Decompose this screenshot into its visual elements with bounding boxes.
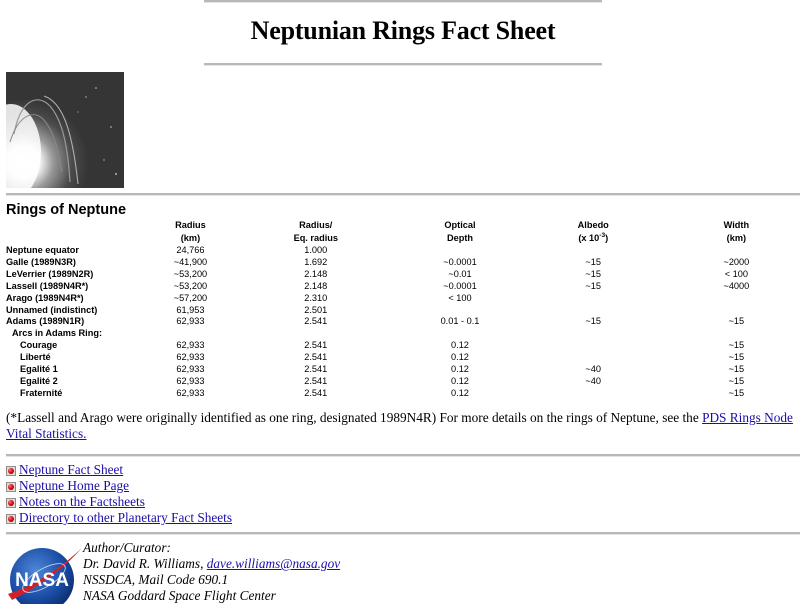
header-radius-units: (km): [180, 233, 201, 243]
neptune-rings-image: [6, 72, 124, 188]
ring-width: ~15: [728, 364, 745, 375]
nav-links: [6, 462, 232, 526]
ring-albedo: ~15: [585, 268, 602, 279]
table-row: [4, 340, 800, 352]
ring-name: Adams (1989N1R): [6, 316, 85, 327]
author-email-link[interactable]: dave.williams@nasa.gov: [206, 556, 341, 571]
ring-radius: [156, 328, 226, 340]
header-albedo: Albedo: [577, 220, 609, 230]
address-line-2: NASA Goddard Space Flight Center: [83, 588, 276, 603]
ring-name: Liberté: [20, 352, 51, 363]
author-block: [83, 540, 340, 604]
nav-link-notes-factsheets[interactable]: Notes on the Factsheets: [6, 494, 232, 510]
ring-ratio: 2.541: [304, 316, 328, 327]
ring-radius: 62,933: [176, 316, 205, 327]
rings-table: [4, 219, 800, 400]
ring-optical-depth: < 100: [448, 292, 472, 303]
ring-width: ~15: [728, 352, 745, 363]
table-row: [4, 293, 800, 305]
table-row: [4, 352, 800, 364]
ring-ratio: 2.541: [304, 387, 328, 398]
ring-optical-depth: 0.12: [451, 340, 469, 351]
ring-ratio: 2.501: [304, 304, 328, 315]
table-row: [4, 364, 800, 376]
header-optical: Optical: [444, 220, 476, 230]
ring-albedo: ~40: [585, 375, 602, 386]
ring-albedo: ~15: [585, 256, 602, 267]
ring-ratio: 2.541: [304, 364, 328, 375]
ring-name: LeVerrier (1989N2R): [6, 268, 94, 279]
ring-radius: ~53,200: [173, 268, 208, 279]
red-ball-bullet-icon: [6, 482, 16, 492]
ring-name: Egalité 1: [20, 364, 58, 375]
table-row: [4, 328, 800, 340]
ring-ratio: 2.541: [304, 375, 328, 386]
ring-albedo: [514, 305, 673, 317]
ring-ratio: [225, 328, 406, 340]
address-line-1: NSSDCA, Mail Code 690.1: [83, 572, 229, 587]
ring-width: ~15: [728, 375, 745, 386]
ring-optical-depth: 0.01 - 0.1: [440, 316, 480, 327]
ring-radius: ~53,200: [173, 280, 208, 291]
title-rule: [204, 63, 602, 66]
page-title: Neptunian Rings Fact Sheet: [250, 16, 556, 45]
red-ball-bullet-icon: [6, 498, 16, 508]
ring-name: Unnamed (indistinct): [6, 304, 98, 315]
ring-optical-depth: ~0.01: [448, 268, 472, 279]
table-header-row-units: [4, 232, 800, 245]
ring-ratio: 2.310: [304, 292, 328, 303]
pds-rings-link[interactable]: PDS Rings Node Vital Statistics.: [6, 410, 793, 441]
svg-text:NASA: NASA: [15, 570, 69, 591]
ring-width: [673, 293, 800, 305]
ring-albedo: [514, 245, 673, 257]
table-row: [4, 305, 800, 317]
table-row: [4, 269, 800, 281]
ring-optical-depth: [406, 245, 513, 257]
header-optical-units: Depth: [446, 233, 473, 243]
table-row: [4, 388, 800, 400]
ring-ratio: 1.692: [304, 256, 328, 267]
ring-name: Arcs in Adams Ring:: [12, 328, 103, 339]
ring-ratio: 2.541: [304, 340, 328, 351]
ring-radius: ~57,200: [173, 292, 208, 303]
ring-width: [673, 305, 800, 317]
ring-albedo: [514, 388, 673, 400]
nav-link-planetary-directory[interactable]: Directory to other Planetary Fact Sheets: [6, 510, 232, 526]
ring-width: ~15: [728, 340, 745, 351]
author-label: Author/Curator:: [83, 540, 171, 555]
ring-width: ~15: [728, 387, 745, 398]
ring-optical-depth: ~0.0001: [443, 256, 477, 267]
footer-rule: [6, 532, 800, 535]
header-width-units: (km): [726, 233, 747, 243]
ring-width: < 100: [724, 268, 748, 279]
ring-albedo: [514, 340, 673, 352]
nav-link-neptune-fact-sheet[interactable]: Neptune Fact Sheet: [6, 462, 232, 478]
ring-albedo: ~40: [585, 364, 602, 375]
header-width: Width: [723, 220, 750, 230]
ring-albedo: [514, 293, 673, 305]
ring-albedo: [514, 328, 673, 340]
table-body: [4, 245, 800, 400]
ring-radius: 62,933: [176, 364, 205, 375]
ring-name: Neptune equator: [6, 245, 79, 255]
author-name-line: Dr. David R. Williams, dave.williams@nasa.gov: [83, 556, 341, 571]
ring-width: [673, 245, 800, 257]
neptune-rings-photo-icon: [6, 72, 124, 188]
ring-ratio: 2.541: [304, 352, 328, 363]
ring-radius: 24,766: [176, 245, 205, 255]
ring-radius: 62,933: [176, 352, 205, 363]
table-row: [4, 257, 800, 269]
footnote-text: (*Lassell and Arago were originally identified as one ring, designated 1989N4R) For more details on the rings of Neptune, see the: [6, 410, 703, 425]
ring-radius: ~41,900: [173, 256, 208, 267]
ring-albedo: ~15: [585, 316, 602, 327]
ring-radius: 62,933: [176, 340, 205, 351]
ring-ratio: 2.148: [304, 268, 328, 279]
ring-optical-depth: [406, 305, 513, 317]
section-title: Rings of Neptune: [6, 202, 127, 218]
table-header-row: [4, 219, 800, 232]
red-ball-bullet-icon: [6, 514, 16, 524]
links-top-rule: [6, 454, 800, 457]
ring-radius: 62,933: [176, 375, 205, 386]
ring-radius: 61,953: [176, 304, 205, 315]
header-ratio: Radius/: [299, 220, 333, 230]
ring-name: Fraternité: [20, 387, 63, 398]
footnote: [6, 410, 796, 442]
ring-optical-depth: 0.12: [451, 387, 469, 398]
footer: [6, 540, 796, 603]
ring-width: [673, 328, 800, 340]
table-row: [4, 376, 800, 388]
ring-name: Egalité 2: [20, 375, 58, 386]
ring-optical-depth: [406, 328, 513, 340]
ring-optical-depth: ~0.0001: [443, 280, 477, 291]
ring-optical-depth: 0.12: [451, 364, 469, 375]
ring-albedo: [514, 352, 673, 364]
ring-optical-depth: 0.12: [451, 375, 469, 386]
header-ratio-units: Eq. radius: [293, 233, 338, 243]
section-rule: [6, 193, 800, 196]
header-radius: Radius: [175, 220, 206, 230]
ring-name: Lassell (1989N4R*): [6, 280, 89, 291]
table-row: [4, 281, 800, 293]
ring-ratio: 1.000: [304, 245, 328, 255]
ring-width: ~15: [728, 316, 745, 327]
ring-name: Courage: [20, 340, 58, 351]
header-name: [4, 219, 156, 232]
ring-name: Galle (1989N3R): [6, 256, 76, 267]
header-albedo-units: (x $10^{-3}$): [578, 231, 609, 243]
ring-ratio: 2.148: [304, 280, 328, 291]
ring-albedo: ~15: [585, 280, 602, 291]
ring-optical-depth: 0.12: [451, 352, 469, 363]
ring-width: ~4000: [723, 280, 750, 291]
ring-width: ~2000: [723, 256, 750, 267]
top-rule: [204, 0, 602, 3]
nav-link-neptune-home-page[interactable]: Neptune Home Page: [6, 478, 232, 494]
table-row: [4, 316, 800, 328]
table-row: [4, 245, 800, 257]
ring-name: Arago (1989N4R*): [6, 292, 84, 303]
ring-radius: 62,933: [176, 387, 205, 398]
nasa-logo-icon: [6, 542, 84, 604]
red-ball-bullet-icon: [6, 466, 16, 476]
